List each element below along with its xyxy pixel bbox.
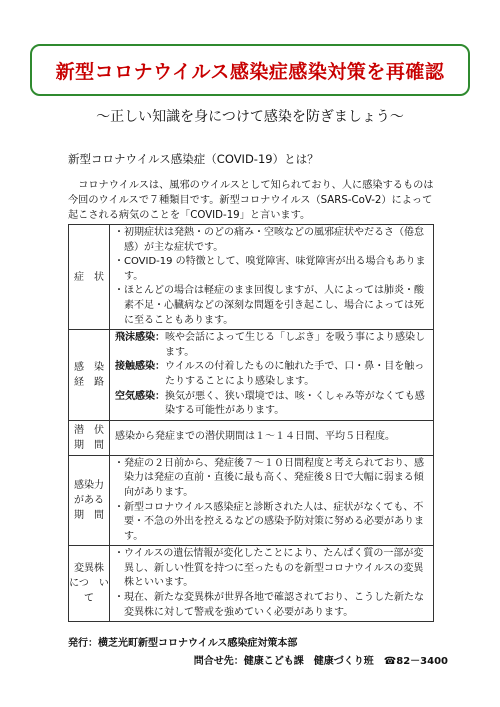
intro-text: コロナウイルスは、風邪のウイルスとして知られており、人に感染するものは今回のウイルスで７種類目です。新型コロナウイルス（SARS-CoV-2）によって起こされる病気のことを「COVID-19」と言います。 bbox=[68, 180, 434, 221]
row-body-symptoms bbox=[110, 225, 434, 330]
row-label-symptoms: 症 状 bbox=[69, 225, 110, 330]
list-item bbox=[115, 360, 429, 389]
list-item: ・ ウイルスの遺伝情報が変化したことにより、たんぱく質の一部が変異し、新しい性質を持つに至ったものを新型コロナウイルスの変異株といいます。 bbox=[115, 547, 429, 591]
table-row-symptoms bbox=[69, 225, 434, 330]
list-item: ・ 初期症状は発熱・のどの痛み・空咳などの風邪症状やだるさ（倦怠感）が主な症状です。 bbox=[115, 226, 429, 255]
row-label-routes: 感 染 経 路 bbox=[69, 330, 110, 421]
issuer-text: 発行：横芝光町新型コロナウイルス感染症対策本部 bbox=[68, 638, 298, 649]
route-key: 接触感染： bbox=[115, 361, 165, 373]
contact-text: 問合せ先：健康こども課 健康づくり班 ☎82－3400 bbox=[193, 656, 448, 667]
row-label-infectious: 感染力 がある 期 間 bbox=[69, 455, 110, 546]
route-text: 咳や会話によって生じる「しぶき」を吸う事により感染します。 bbox=[165, 332, 425, 358]
list-item: ・ 現在、新たな変異株が世界各地で確認されており、こうした新たな変異株に対して警戒を強めていく必要があります。 bbox=[115, 591, 429, 620]
list-item: ・ ほとんどの場合は軽症のまま回復しますが、人によっては肺炎・酸素不足・心臓病などの深刻な問題を引き起こし、場合によっては死に至ることもあります。 bbox=[115, 284, 429, 328]
table-row-infectious bbox=[69, 455, 434, 546]
list-item: ・ 新型コロナウイルス感染症と診断された人は、症状がなくても、不要・不急の外出を控えるなどの感染予防対策に努める必要があります。 bbox=[115, 501, 429, 545]
list-item bbox=[115, 390, 429, 419]
row-label-incubation: 潜 伏 期 間 bbox=[69, 420, 110, 455]
route-text: ウイルスの付着したものに触れた手で、口・鼻・目を触ったりすることにより感染します。 bbox=[165, 361, 425, 387]
info-table bbox=[68, 224, 434, 622]
route-key: 空気感染： bbox=[115, 390, 165, 402]
subtitle: ～正しい知識を身につけて感染を防ぎましょう～ bbox=[96, 109, 404, 125]
row-label-variants: 変異株 につ い て bbox=[69, 546, 110, 622]
route-text: 換気が悪く、狭い環境では、咳・くしゃみ等がなくても感染する可能性があります。 bbox=[165, 390, 425, 417]
route-key: 飛沫感染： bbox=[115, 332, 165, 344]
list-item: ・ 発症の２日前から、発症後７～１０日間程度と考えられており、感染力は発症の直前・直後に最も高く、発症後８日で大幅に弱まる傾向があります。 bbox=[115, 457, 429, 501]
row-body-infectious bbox=[110, 455, 434, 546]
row-body-routes bbox=[110, 330, 434, 421]
list-item: ・ COVID-19 の特徴として、嗅覚障害、味覚障害が出る場合もあります。 bbox=[115, 255, 429, 284]
row-body-variants bbox=[110, 546, 434, 622]
table-row-routes bbox=[69, 330, 434, 421]
intro-paragraph bbox=[68, 178, 434, 223]
title-box bbox=[30, 44, 470, 96]
list-item bbox=[115, 331, 429, 360]
table-row-variants bbox=[69, 546, 434, 622]
page-title: 新型コロナウイルス感染症感染対策を再確認 bbox=[55, 60, 445, 83]
row-body-incubation: 感染から発症までの潜伏期間は１～１４日間、平均５日程度。 bbox=[110, 420, 434, 455]
section-question: 新型コロナウイルス感染症（COVID-19）とは？ bbox=[68, 152, 319, 166]
table-row-incubation bbox=[69, 420, 434, 455]
